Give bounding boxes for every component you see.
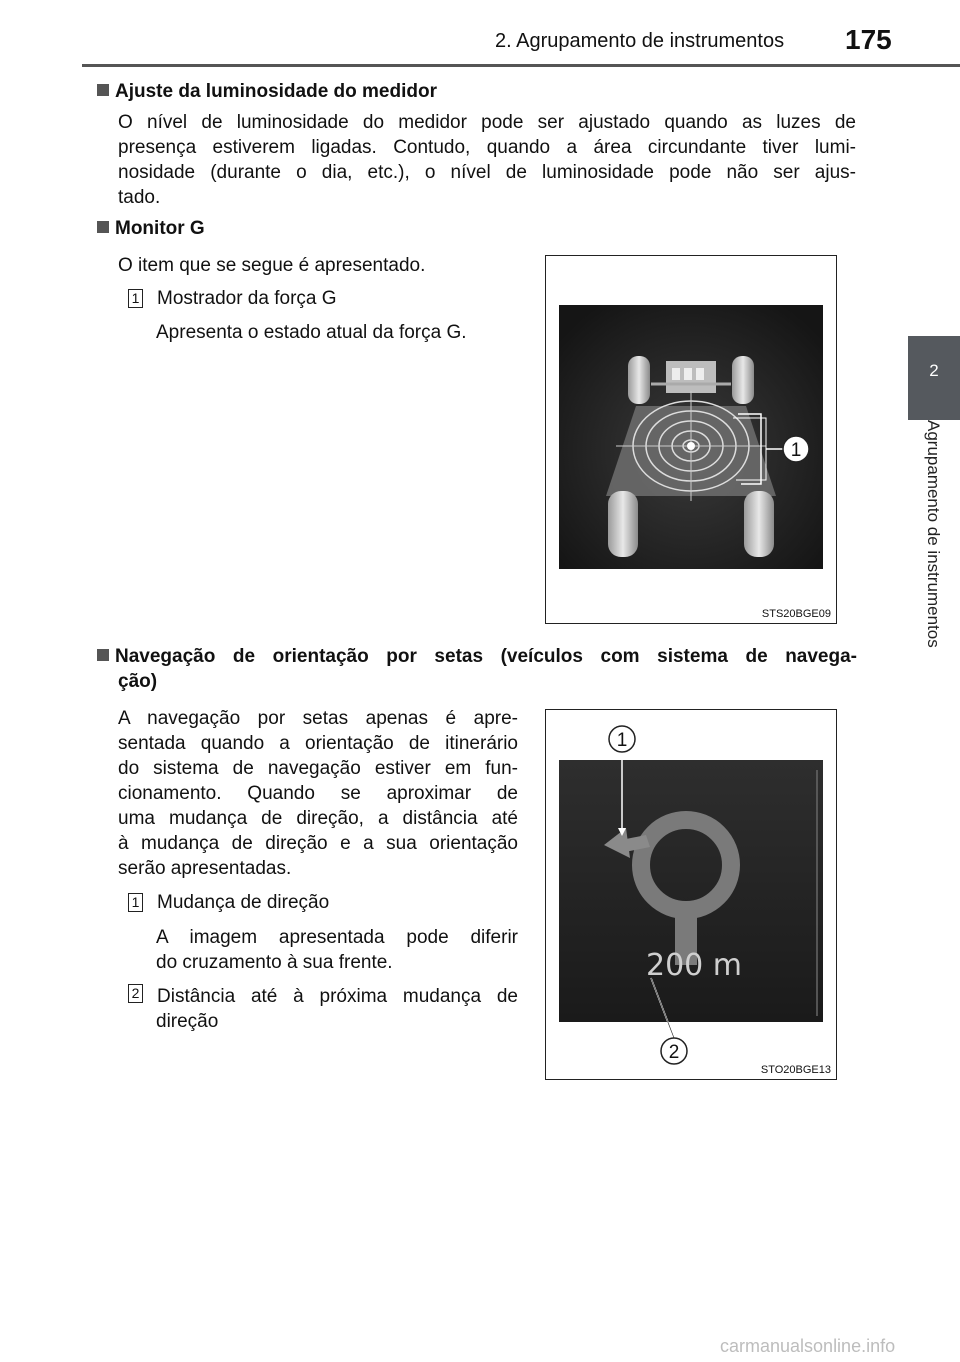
list-item-distance [128,984,518,1009]
paragraph-line: cionamento. Quando se aproximar de [118,783,518,804]
list-item-description: Apresenta o estado atual da força G. [156,322,467,343]
section-heading-text: Navegação de orientação por setas (veículos com sistema de navega- [115,646,857,667]
footer-watermark: carmanualsonline.info [720,1336,896,1356]
figure-arrow-navigation [545,709,837,1080]
chapter-tab-label-text: Agrupamento de instrumentos [923,420,943,648]
item-number-badge: 1 [128,289,143,308]
paragraph-line: presença estiverem ligadas. Contudo, quando a área circundante tiver lumi- [118,137,856,158]
paragraph-line: do sistema de navegação estiver em fun- [118,758,518,779]
heading-square-icon [97,84,109,96]
item-number-badge: 2 [128,984,143,1003]
header-rule [82,64,960,67]
figure-code: STO20BGE13 [760,1064,831,1076]
brightness-paragraph [118,110,856,185]
figure-callout-1: 1 [790,440,802,461]
g-force-illustration [546,256,836,623]
chapter-tab-label [905,420,960,720]
paragraph-line: tado. [118,187,161,208]
list-item-title: Mudança de direção [157,892,330,913]
list-item-description: A imagem apresentada pode diferir [156,927,518,948]
heading-square-icon [97,221,109,233]
list-item-title: Mostrador da força G [157,288,337,309]
paragraph-line: uma mudança de direção, a distância até [118,808,518,829]
section-heading-text: ção) [118,671,158,692]
figure-callout-2: 2 [668,1042,680,1063]
paragraph-line: A navegação por setas apenas é apre- [118,708,518,729]
chapter-tab: 2 [908,336,960,420]
distance-readout: 200 m [645,948,743,983]
running-header-title: 2. Agrupamento de instrumentos [495,30,785,52]
paragraph-line: sentada quando a orientação de itinerário [118,733,518,754]
section-heading-g-monitor [97,218,205,240]
section-heading-text: Ajuste da luminosidade do medidor [115,81,437,102]
figure-g-force-display [545,255,837,624]
list-item-direction-change [128,890,329,915]
paragraph-line: nosidade (durante o dia, etc.), o nível de luminosidade pode não ser ajus- [118,162,856,183]
paragraph-line: O nível de luminosidade do medidor pode ser ajustado quando as luzes de [118,112,856,133]
section-heading-text: Monitor G [115,218,205,239]
arrow-navigation-illustration [546,710,836,1079]
arrow-nav-paragraph [118,706,518,856]
list-item-title: Distância até à próxima mudança de [157,986,518,1007]
section-heading-brightness [97,81,437,103]
list-item-title-continued: direção [156,1011,219,1032]
figure-callout-1: 1 [616,730,628,751]
g-monitor-intro: O item que se segue é apresentado. [118,255,426,276]
paragraph-line: serão apresentadas. [118,858,292,879]
heading-square-icon [97,649,109,661]
section-heading-arrow-nav [97,646,857,668]
figure-code: STS20BGE09 [761,608,831,620]
page-number: 175 [845,24,892,55]
item-number-badge: 1 [128,893,143,912]
paragraph-line: à mudança de direção e a sua orientação [118,833,518,854]
list-item-description: do cruzamento à sua frente. [156,952,393,973]
list-item-g-force-display [128,286,337,311]
